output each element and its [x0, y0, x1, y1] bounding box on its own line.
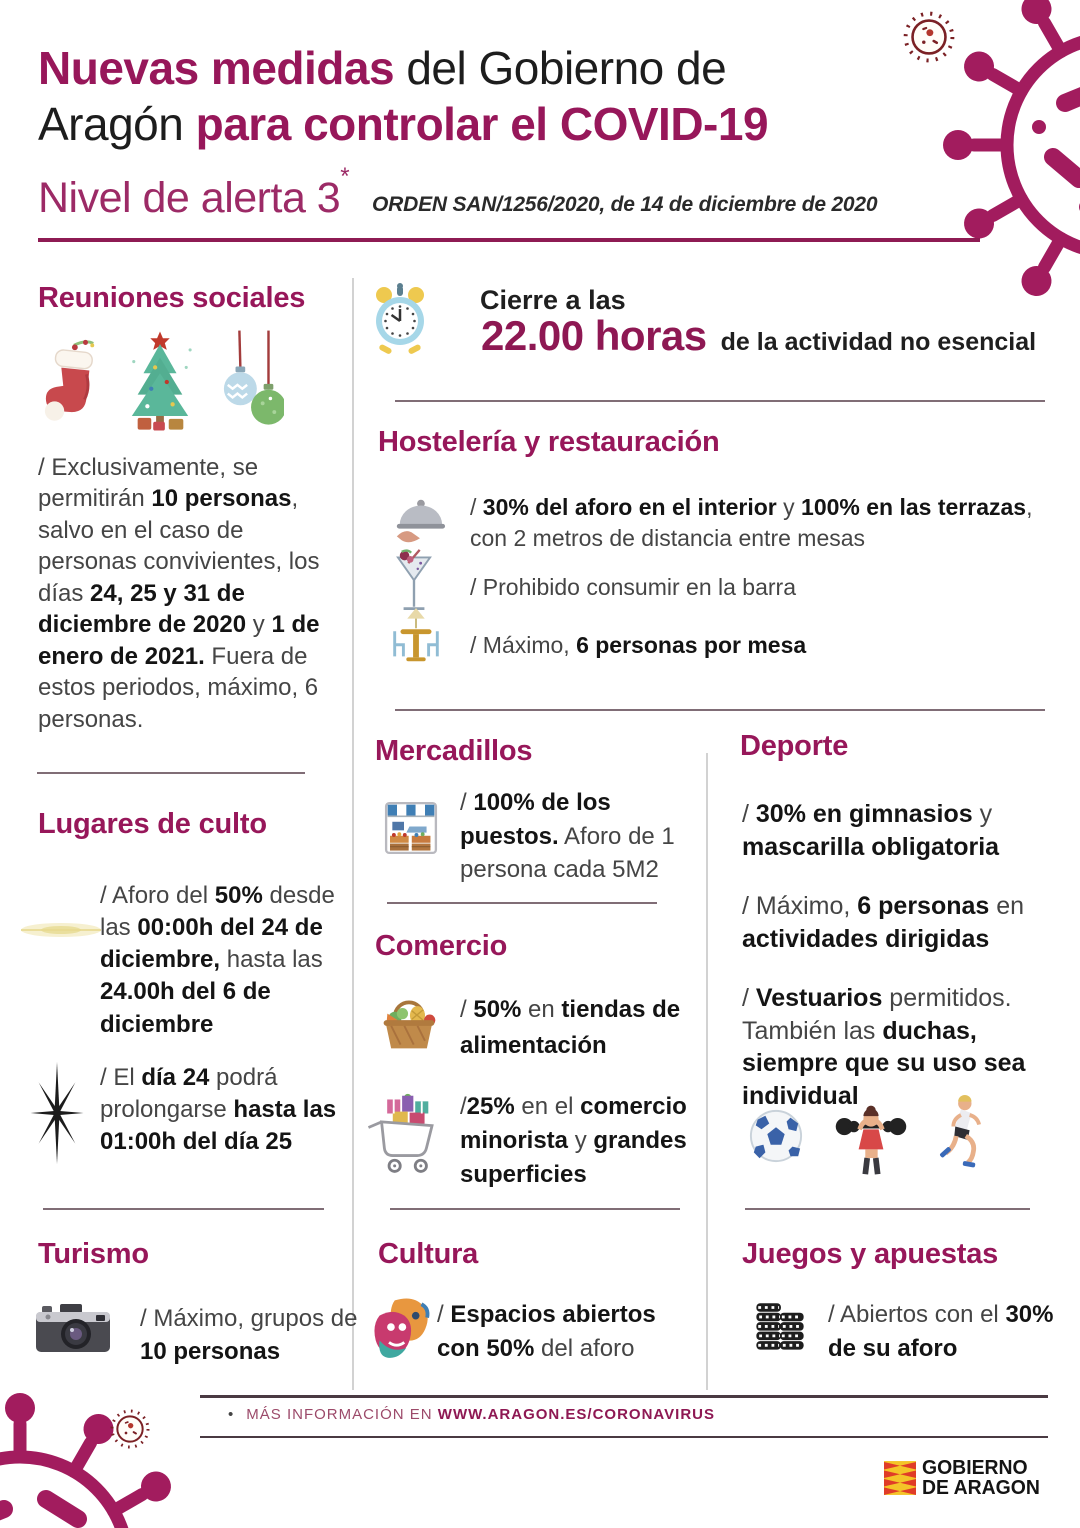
food-basket-icon	[378, 992, 440, 1054]
page-title-line2: Aragón para controlar el COVID-19	[38, 98, 769, 151]
small-virus-icon	[110, 1408, 150, 1450]
section-title-comercio: Comercio	[375, 930, 508, 962]
weightlifting-icon	[832, 1098, 910, 1178]
hosteleria-item-2: / Prohibido consumir en la barra	[470, 574, 796, 600]
closure-suffix: de la actividad no esencial	[720, 328, 1037, 356]
culto-item-1: / Aforo del 50% desde las 00:00h del 24 de diciembre, hasta las 24.00h del 6 de diciembre	[100, 882, 335, 1038]
comercio-item-2: /25% en el comercio minorista y grandes superficies	[460, 1093, 687, 1189]
cultura-item: / Espacios abiertos con 50% del aforo	[437, 1301, 656, 1363]
vertical-divider-left	[352, 278, 354, 1390]
juegos-item: / Abiertos con el 30% de su aforo	[828, 1301, 1054, 1363]
gobierno-aragon-logo	[884, 1458, 1043, 1499]
culto-item-2: / El día 24 podrá prolongarse hasta las 01:00h del día 25	[100, 1064, 337, 1156]
bethlehem-star-icon	[28, 1060, 86, 1166]
section-title-cultura: Cultura	[378, 1238, 479, 1270]
section-title-mercadillos: Mercadillos	[375, 735, 533, 767]
vertical-divider-right	[706, 753, 708, 1390]
hosteleria-item-3: / Máximo, 6 personas por mesa	[470, 632, 807, 658]
christmas-tree-icon	[126, 328, 194, 434]
logo-text-line1: GOBIERNO	[922, 1457, 1028, 1479]
header-divider	[38, 238, 980, 242]
reuniones-body: / Exclusivamente, se permitirán 10 personas, salvo en el caso de personas convivientes, los días 24, 25 y 31 de diciembre de 2020 y 1 de enero de 2021. Fuera de estos periodos, máximo, 6 personas.	[38, 454, 320, 733]
order-reference: ORDEN SAN/1256/2020, de 14 de diciembre de 2020	[372, 193, 878, 216]
divider	[395, 709, 1045, 711]
closure-time: 22.00 horas	[481, 312, 707, 359]
poker-chips-icon	[752, 1290, 808, 1360]
logo-text	[922, 1458, 1040, 1499]
serving-cloche-icon	[392, 492, 446, 546]
closure-banner-prefix: Cierre a las	[480, 285, 626, 315]
footer-info	[228, 1406, 715, 1423]
virus-illustration-bottom-left	[0, 1375, 205, 1528]
divider	[37, 772, 305, 774]
alarm-clock-icon	[372, 281, 428, 361]
alert-level: Nivel de alerta 3*	[38, 163, 350, 222]
shopping-cart-icon	[364, 1092, 444, 1178]
mercadillos-item: / 100% de los puestos. Aforo de 1 persona cada 5M2	[460, 789, 675, 884]
hosteleria-item-1: / 30% del aforo en el interior y 100% en las terrazas, con 2 metros de distancia entre mesas	[470, 494, 1033, 551]
divider	[43, 1208, 324, 1210]
bullet-icon: •	[228, 1406, 235, 1423]
footer-info-url: WWW.ARAGON.ES/CORONAVIRUS	[437, 1406, 715, 1423]
candle-glow-icon	[16, 902, 106, 958]
divider	[395, 400, 1045, 402]
divider	[390, 1208, 680, 1210]
christmas-stocking-icon	[42, 334, 100, 434]
footer-line-bottom	[200, 1436, 1048, 1438]
camera-icon	[34, 1300, 112, 1358]
deporte-item-2: / Máximo, 6 personas en actividades dirigidas	[742, 892, 1025, 953]
terrace-table-icon	[385, 606, 447, 668]
christmas-ornaments-icon	[220, 328, 284, 434]
logo-text-line2: DE ARAGON	[922, 1477, 1040, 1500]
soccer-ball-icon	[748, 1108, 804, 1164]
divider	[745, 1208, 1030, 1210]
section-title-deporte: Deporte	[740, 730, 849, 762]
turismo-item: / Máximo, grupos de 10 personas	[140, 1305, 358, 1366]
footer-line-top	[200, 1395, 1048, 1398]
divider	[387, 902, 657, 904]
section-title-hosteleria: Hostelería y restauración	[378, 426, 720, 458]
christmas-icons-row	[42, 328, 284, 434]
runner-icon	[935, 1094, 987, 1178]
alert-asterisk: *	[340, 163, 350, 190]
comercio-item-1: / 50% en tiendas de alimentación	[460, 996, 681, 1059]
section-title-turismo: Turismo	[38, 1238, 149, 1270]
footer-info-prefix: MÁS INFORMACIÓN EN	[246, 1406, 438, 1423]
section-title-reuniones: Reuniones sociales	[38, 282, 306, 314]
closure-banner	[481, 312, 1036, 360]
deporte-item-3: / Vestuarios permitidos. También las duchas, siempre que su uso sea individual	[742, 984, 1026, 1110]
section-title-juegos: Juegos y apuestas	[742, 1238, 999, 1270]
market-stall-icon	[383, 798, 439, 858]
page-title-line1: Nuevas medidas del Gobierno de	[38, 42, 727, 94]
deporte-item-1: / 30% en gimnasios y mascarilla obligatoria	[742, 800, 1000, 861]
page-title	[38, 40, 918, 152]
section-title-culto: Lugares de culto	[38, 808, 267, 840]
aragon-flag-emblem-icon	[884, 1460, 916, 1496]
